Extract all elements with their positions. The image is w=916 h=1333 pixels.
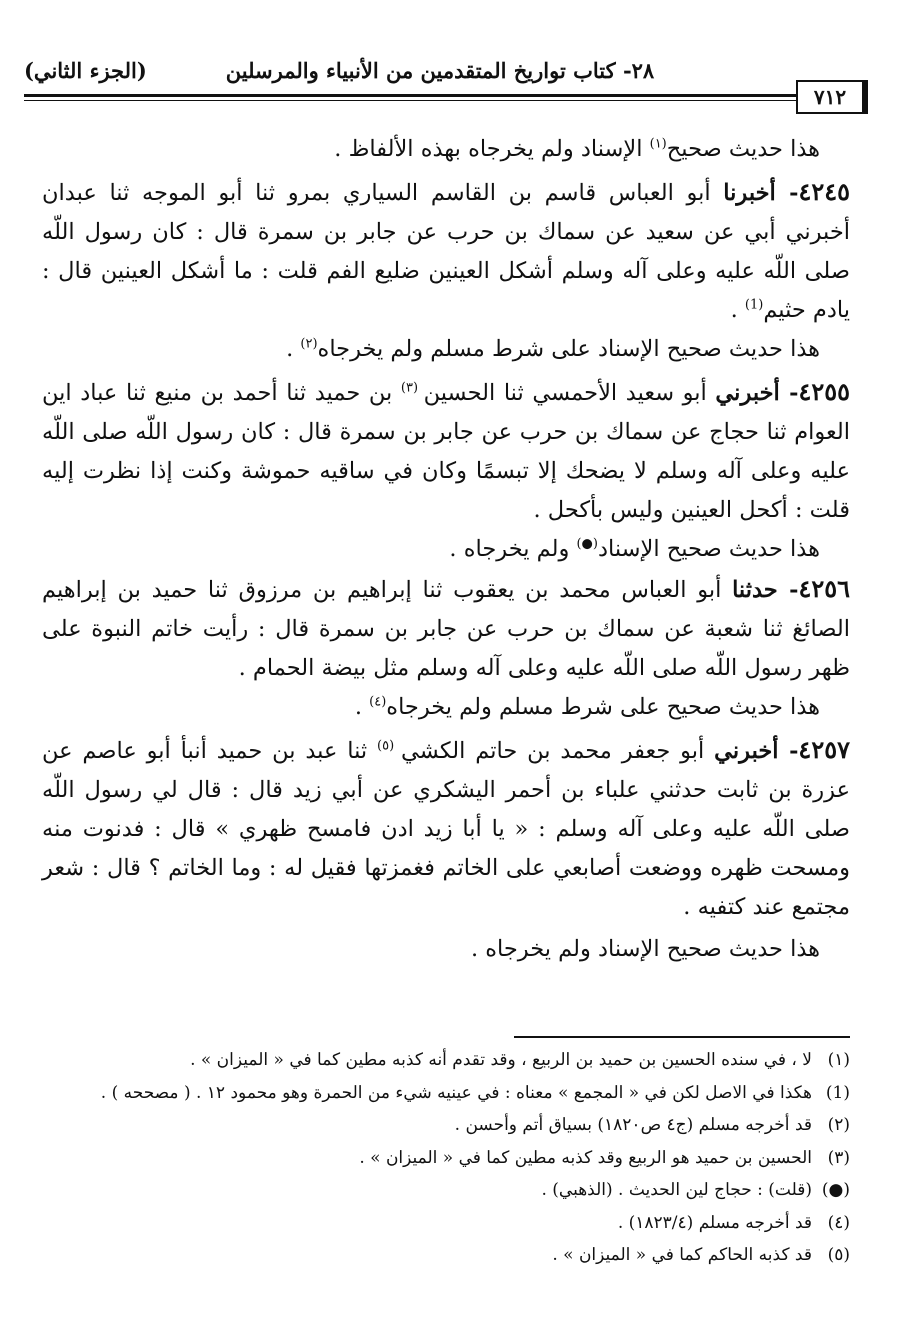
hadith-lead-word: - أخبرني	[715, 380, 799, 406]
grading-text: هذا حديث صحيح على شرط مسلم ولم يخرجاه	[386, 694, 820, 720]
part-label: (الجزء الثاني)	[24, 58, 147, 83]
hadith-text: أبو العباس قاسم بن القاسم السياري بمرو ثنا أبو الموجه ثنا عبدان أخبرني أبي عن سعيد عن سماك بن حرب عن جابر بن سمرة قال : كان رسول اللّه صلى اللّه عليه وعلى آله وسلم أشكل العينين ضليع الفم قلت : ما أشكل العينين قال : يادم حثيم	[42, 180, 850, 323]
grading-text: ولم يخرجاه .	[449, 536, 577, 562]
grading-paragraph	[42, 330, 850, 369]
page-header	[24, 58, 856, 98]
running-title: ٢٨- كتاب تواريخ المتقدمين من الأنبياء والمرسلين	[225, 58, 655, 83]
footnote-ref: (١)	[649, 136, 667, 152]
hadith-lead-word: - أخبرني	[714, 738, 799, 764]
hadith-number: ٤٢٥٧	[798, 735, 850, 764]
hadith-text: أبو سعيد الأحمسي ثنا الحسين	[423, 380, 716, 406]
hadith-number: ٤٢٥٥	[798, 377, 850, 406]
grading-paragraph	[42, 688, 850, 727]
footnote	[42, 1077, 850, 1110]
footnote-rule	[514, 1036, 850, 1038]
grading-text: هذا حديث صحيح الإسناد	[597, 536, 820, 562]
grading-text: هذا حديث صحيح الإسناد على شرط مسلم ولم يخرجاه	[317, 336, 820, 362]
footnote-text: هكذا في الاصل لكن في « المجمع » معناه : في عينيه شيء من الحمرة وهو محمود ١٢ . ( مصححه ) .	[100, 1082, 812, 1103]
hadith-4245	[42, 172, 850, 330]
hadith-4257	[42, 730, 850, 927]
footnote-mark: (٣)	[827, 1147, 850, 1168]
footnote-mark: (٢)	[827, 1115, 850, 1135]
footnote-ref: (●)	[576, 536, 598, 552]
footnote-mark: (●)	[821, 1180, 850, 1200]
footnote	[42, 1044, 850, 1077]
grading-text: .	[354, 694, 370, 720]
footnote	[42, 1239, 850, 1272]
hadith-lead-word: - حدثنا	[732, 577, 799, 603]
footnote-text: قد أخرجه مسلم (ج٤ ص١٨٢٠) بسياق أتم وأحسن .	[454, 1115, 812, 1135]
footnotes	[42, 1044, 850, 1272]
footnote-ref: (٤)	[369, 694, 387, 710]
hadith-number: ٤٢٥٦	[798, 574, 850, 603]
footnote-text: قد أخرجه مسلم (١٨٢٣/٤) .	[617, 1212, 812, 1233]
hadith-text-end: .	[730, 297, 745, 323]
footnote-text: لا ، في سنده الحسين بن حميد بن الربيع ، وقد تقدم أنه كذبه مطين كما في « الميزان » .	[190, 1050, 812, 1070]
footnote-ref: (٣)	[400, 380, 424, 396]
hadith-4255	[42, 372, 850, 530]
footnote	[42, 1142, 850, 1175]
grading-text: الإسناد ولم يخرجاه بهذه الألفاظ .	[334, 136, 650, 162]
footnote-text: قد كذبه الحاكم كما في « الميزان » .	[552, 1245, 812, 1265]
footnote	[42, 1174, 850, 1207]
footnote-mark: (١)	[827, 1050, 850, 1070]
hadith-text: أبو جعفر محمد بن حاتم الكشي	[401, 738, 715, 764]
grading-paragraph	[42, 930, 850, 969]
grading-paragraph	[42, 130, 850, 169]
footnote	[42, 1109, 850, 1142]
footnote-mark: (٥)	[827, 1245, 850, 1265]
main-text	[42, 130, 850, 969]
footnote-ref: (1)	[744, 297, 764, 313]
hadith-text: بن حميد ثنا أحمد بن منيع ثنا عباد اين العوام ثنا حجاج عن سماك بن حرب عن جابر بن سمرة قال : كان رسول اللّه صلى اللّه عليه وعلى آله وسلم لا يضحك إلا تبسمًا وكان في ساقيه حموشة وكنت إذا نظرت إليه قلت : أكحل العينين وليس بأكحل .	[42, 380, 850, 523]
footnote-text: الحسين بن حميد هو الربيع وقد كذبه مطين كما في « الميزان » .	[359, 1147, 812, 1168]
footnote-ref: (٢)	[300, 336, 318, 352]
hadith-text: أبو العباس محمد بن يعقوب ثنا إبراهيم بن مرزوق ثنا حميد بن إبراهيم الصائغ ثنا شعبة عن سماك بن حرب عن جابر بن سمرة قال : رأيت خاتم النبوة على ظهر رسول اللّه صلى اللّه عليه وعلى آله وسلم مثل بيضة الحمام .	[42, 577, 850, 681]
grading-text: هذا حديث صحيح الإسناد ولم يخرجاه .	[470, 936, 820, 962]
footnote-text: (قلت) : حجاج لين الحديث . (الذهبي) .	[541, 1180, 812, 1200]
grading-paragraph	[42, 530, 850, 569]
hadith-number: ٤٢٤٥	[798, 177, 850, 206]
grading-text: هذا حديث صحيح	[666, 136, 820, 162]
header-rule	[24, 94, 798, 101]
hadith-text: ثنا عبد بن حميد أنبأ أبو عاصم عن عزرة بن ثابت حدثني علباء بن أحمر اليشكري عن أبي زيد قال : قال لي رسول اللّه صلى اللّه عليه وعلى آله وسلم : « يا أبا زيد ادن فامسح ظهري » قال : فدنوت منه ومسحت ظهره ووضعت أصابعي على الخاتم فغمزتها فقيل له : وما الخاتم ؟ قال : شعر مجتمع عند كتفيه .	[42, 738, 850, 920]
footnote-ref: (٥)	[377, 738, 402, 754]
footnote-mark: (1)	[825, 1082, 850, 1103]
page-number: ٧١٢	[796, 80, 868, 114]
grading-text: .	[286, 336, 301, 362]
footnote	[42, 1207, 850, 1240]
hadith-4256	[42, 569, 850, 688]
hadith-lead-word: - أخبرنا	[723, 180, 799, 206]
footnote-mark: (٤)	[827, 1212, 850, 1233]
